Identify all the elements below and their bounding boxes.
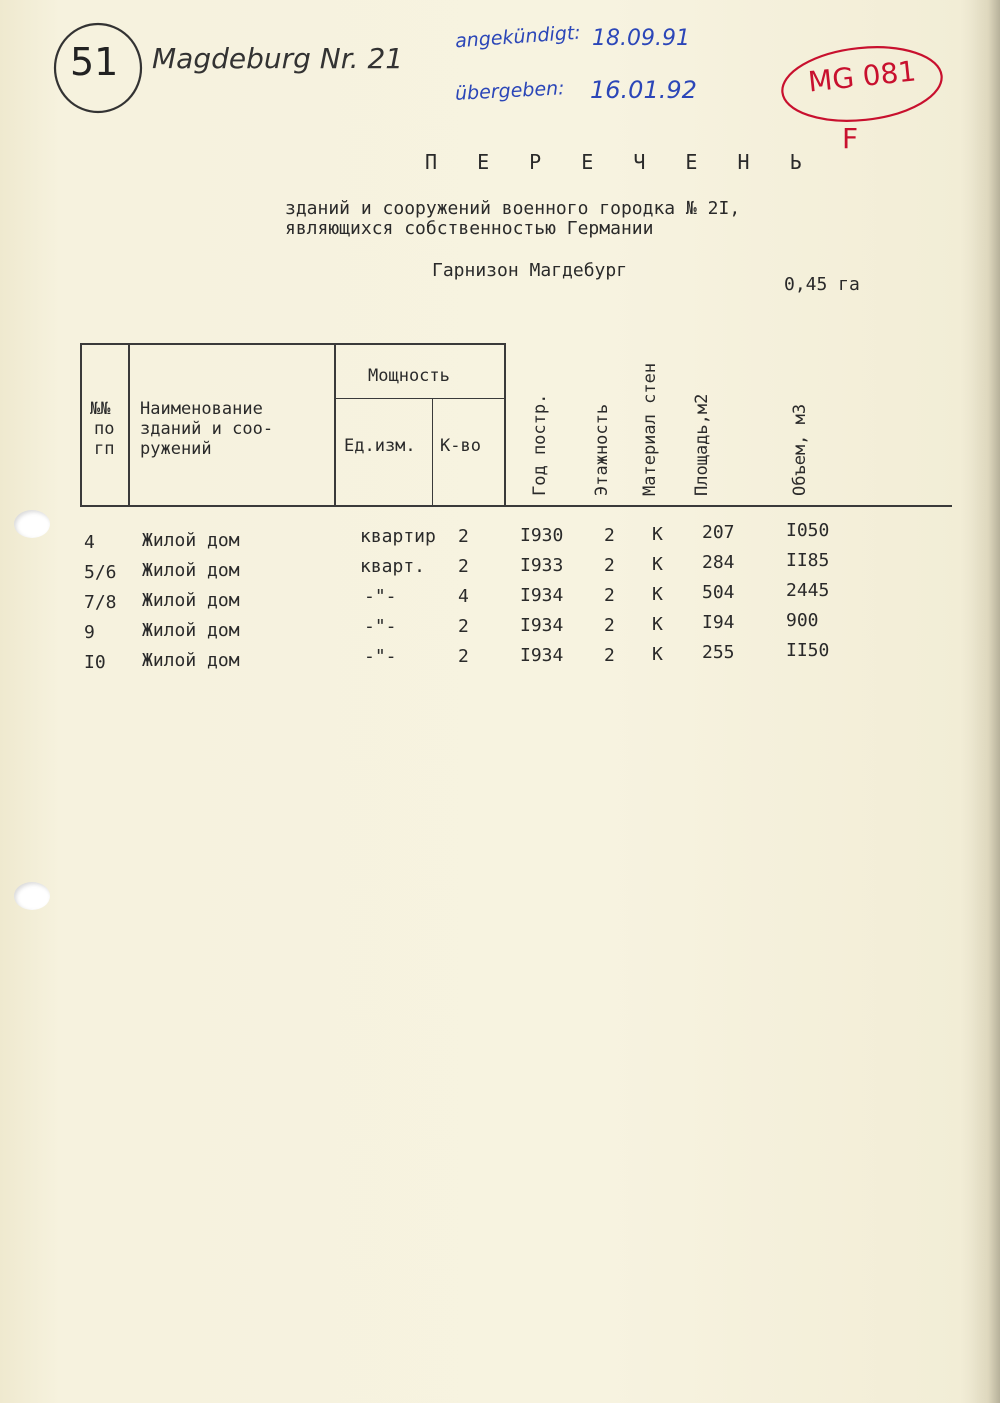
header-volume: Объем, м3 (790, 403, 810, 496)
cell-year: I934 (520, 645, 564, 666)
table-header-bottom-rule (80, 505, 952, 507)
notice-label: angekündigt: (454, 21, 582, 53)
table-top-rule (80, 343, 505, 345)
stamp-code: MG 081 (806, 54, 918, 99)
cell-volume: II50 (786, 640, 830, 661)
header-num-line2: по (94, 419, 115, 439)
header-num-line1: №№ (90, 399, 111, 419)
cell-name: Жилой дом (142, 530, 240, 551)
cell-year: I930 (520, 525, 564, 546)
header-num-line3: гп (94, 439, 115, 459)
column-divider (504, 343, 506, 507)
cell-year: I933 (520, 555, 564, 576)
cell-unit: -"- (364, 646, 397, 667)
document-subtitle-line2: являющихся собственностью Германии (285, 218, 654, 239)
cell-name: Жилой дом (142, 620, 240, 641)
cell-material: К (652, 554, 663, 575)
cell-unit: квартир (360, 526, 436, 547)
garrison-handwritten-note: Magdeburg Nr. 21 (152, 42, 404, 75)
cell-name: Жилой дом (142, 590, 240, 611)
handover-label: übergeben: (454, 77, 566, 105)
garrison-name: Гарнизон Магдебург (432, 260, 628, 281)
page-edge-shadow (960, 0, 1000, 1403)
cell-floors: 2 (604, 615, 615, 636)
cell-volume: 2445 (786, 580, 830, 601)
cell-volume: 900 (786, 610, 819, 631)
header-material: Материал стен (640, 362, 660, 496)
cell-area: 284 (702, 552, 735, 573)
column-divider (80, 343, 82, 507)
notice-date: 18.09.91 (592, 26, 690, 51)
column-divider (128, 343, 130, 507)
cell-volume: I050 (786, 520, 830, 541)
cell-floors: 2 (604, 585, 615, 606)
circled-number: 51 (70, 40, 119, 84)
area-total: 0,45 га (784, 274, 860, 295)
cell-year: I934 (520, 615, 564, 636)
cell-material: К (652, 614, 663, 635)
cell-qty: 2 (458, 616, 469, 637)
cell-name: Жилой дом (142, 560, 240, 581)
header-unit: Ед.изм. (344, 436, 416, 456)
header-floors: Этажность (592, 403, 612, 496)
cell-name: Жилой дом (142, 650, 240, 671)
cell-qty: 2 (458, 646, 469, 667)
cell-material: К (652, 644, 663, 665)
header-qty: К-во (440, 436, 481, 456)
column-divider (432, 398, 433, 507)
cell-area: 255 (702, 642, 735, 663)
cell-material: К (652, 524, 663, 545)
cell-volume: II85 (786, 550, 830, 571)
cell-unit: -"- (364, 586, 397, 607)
cell-floors: 2 (604, 645, 615, 666)
capacity-divider-rule (335, 398, 505, 399)
cell-qty: 4 (458, 586, 469, 607)
header-name-line3: ружений (140, 439, 212, 459)
cell-area: 504 (702, 582, 735, 603)
document-subtitle-line1: зданий и сооружений военного городка № 2I, (285, 198, 741, 219)
cell-num: 5/6 (84, 562, 117, 583)
cell-qty: 2 (458, 526, 469, 547)
handover-date: 16.01.92 (590, 76, 697, 104)
column-divider (334, 343, 336, 507)
document-title: П Е Р Е Ч Е Н Ь (425, 150, 816, 174)
punch-hole-bottom (14, 882, 50, 910)
cell-material: К (652, 584, 663, 605)
header-name-line1: Наименование (140, 399, 263, 419)
cell-num: 4 (84, 532, 95, 553)
header-capacity: Мощность (368, 366, 450, 386)
punch-hole-top (14, 510, 50, 538)
cell-unit: кварт. (360, 556, 426, 577)
cell-year: I934 (520, 585, 564, 606)
cell-num: 7/8 (84, 592, 117, 613)
header-year: Год постр. (530, 393, 550, 496)
cell-qty: 2 (458, 556, 469, 577)
cell-unit: -"- (364, 616, 397, 637)
header-name-line2: зданий и соо- (140, 419, 274, 439)
header-area: Площадь,м2 (692, 393, 712, 496)
cell-floors: 2 (604, 555, 615, 576)
cell-area: I94 (702, 612, 735, 633)
cell-num: 9 (84, 622, 95, 643)
stamp-mark: F (842, 122, 859, 155)
cell-num: I0 (84, 652, 106, 673)
cell-floors: 2 (604, 525, 615, 546)
cell-area: 207 (702, 522, 735, 543)
